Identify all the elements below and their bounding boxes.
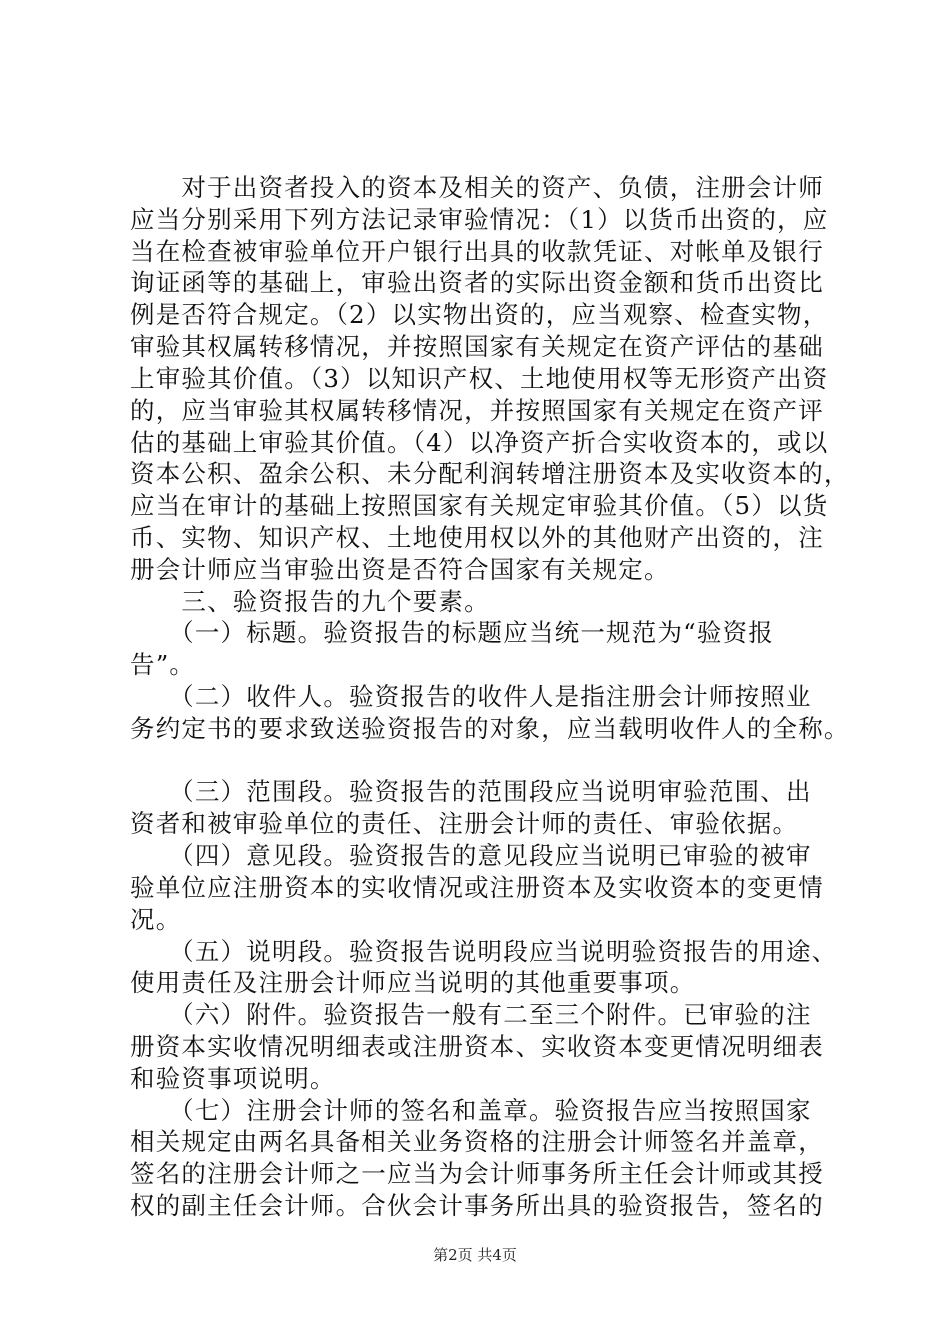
paragraph-line: 例是否符合规定。（2）以实物出资的，应当观察、检查实物， [130,300,829,330]
paragraph-line: 务约定书的要求致送验资报告的对象，应当载明收件人的全称。 [130,713,850,743]
paragraph-line: 的，应当审验其权属转移情况，并按照国家有关规定在资产评 [130,395,824,425]
paragraph-line: （五）说明段。验资报告说明段应当说明验资报告的用途、 [130,936,838,966]
paragraph-line: 使用责任及注册会计师应当说明的其他重要事项。 [130,968,696,998]
paragraph-line: 和验资事项说明。 [130,1063,336,1093]
paragraph-line: 应当在审计的基础上按照国家有关规定审验其价值。（5）以货 [130,491,829,521]
paragraph-line: （三）范围段。验资报告的范围段应当说明审验范围、出 [130,777,812,807]
paragraph-line: （六）附件。验资报告一般有二至三个附件。已审验的注 [130,1000,812,1030]
page-number: 第2页 共4页 [433,1246,517,1264]
paragraph-line: 应当分别采用下列方法记录审验情况：（1）以货币出资的，应 [130,204,829,234]
paragraph-line: 估的基础上审验其价值。（4）以净资产折合实收资本的，或以 [130,427,829,457]
paragraph-line: 审验其权属转移情况，并按照国家有关规定在资产评估的基础 [130,332,824,362]
paragraph-line: 询证函等的基础上，审验出资者的实际出资金额和货币出资比 [130,268,824,298]
paragraph-line: （七）注册会计师的签名和盖章。验资报告应当按照国家 [130,1095,812,1125]
paragraph-line: 告”。 [130,650,196,680]
paragraph-line: 当在检查被审验单位开户银行出具的收款凭证、对帐单及银行 [130,236,824,266]
paragraph-line: 验单位应注册资本的实收情况或注册资本及实收资本的变更情 [130,872,824,902]
paragraph-line: 相关规定由两名具备相关业务资格的注册会计师签名并盖章， [130,1127,824,1157]
paragraph-line: （一）标题。验资报告的标题应当统一规范为“验资报 [130,618,774,648]
paragraph-line: 资者和被审验单位的责任、注册会计师的责任、审验依据。 [130,809,799,839]
paragraph-line: 签名的注册会计师之一应当为会计师事务所主任会计师或其授 [130,1159,824,1189]
paragraph-line: （四）意见段。验资报告的意见段应当说明已审验的被审 [130,841,812,871]
paragraph-line: 对于出资者投入的资本及相关的资产、负债，注册会计师 [130,173,824,202]
paragraph-line: （二）收件人。验资报告的收件人是指注册会计师按照业 [130,682,812,711]
section-heading: 三、验资报告的九个要素。 [130,586,490,616]
paragraph-line: 况。 [130,904,182,934]
paragraph-line: 册会计师应当审验出资是否符合国家有关规定。 [130,554,670,584]
paragraph-line: 上审验其价值。（3）以知识产权、土地使用权等无形资产出资 [130,363,829,393]
paragraph-line: 币、实物、知识产权、土地使用权以外的其他财产出资的，注 [130,522,824,552]
paragraph-line: 权的副主任会计师。合伙会计事务所出具的验资报告，签名的 [130,1191,824,1220]
paragraph-line: 资本公积、盈余公积、未分配利润转增注册资本及实收资本的， [130,459,850,489]
paragraph-line: 册资本实收情况明细表或注册资本、实收资本变更情况明细表 [130,1031,824,1061]
